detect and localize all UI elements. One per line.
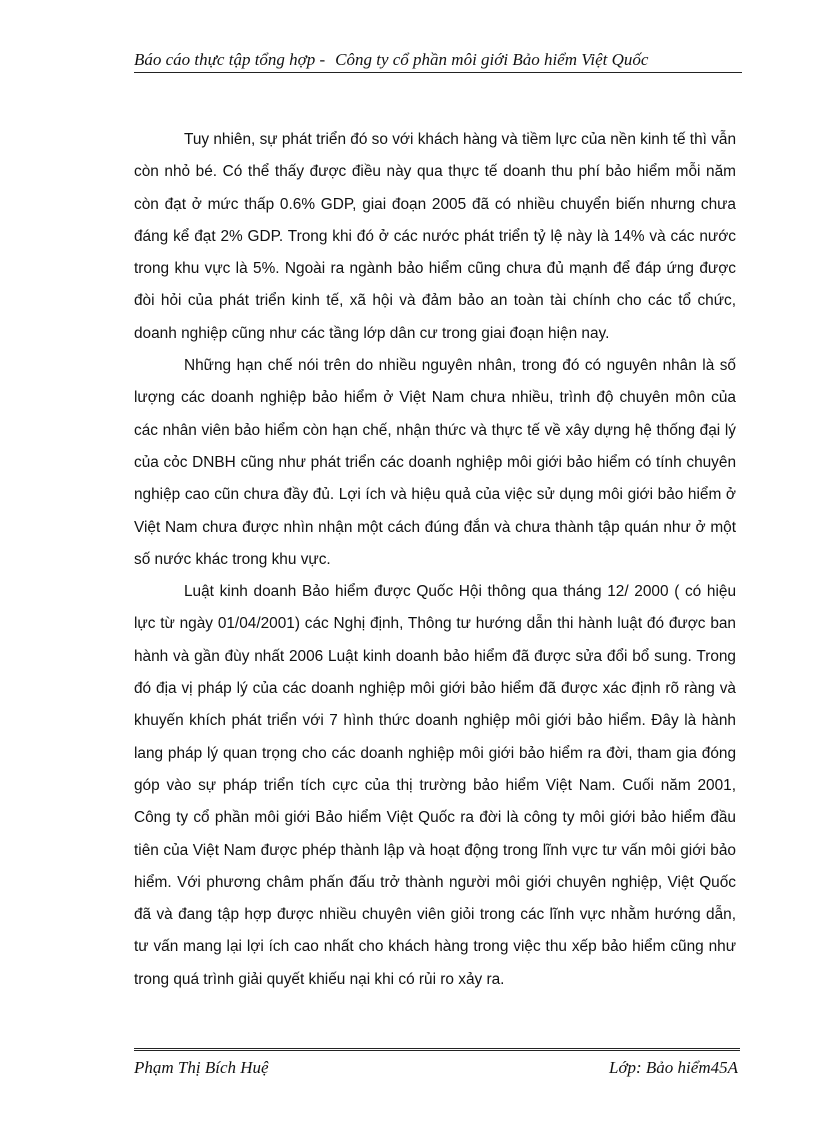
footer-class: Lớp: Bảo hiểm45A [608,1058,738,1077]
page-header [134,48,740,73]
document-body [134,124,736,996]
paragraph: Những hạn chế nói trên do nhiều nguyên nhân, trong đó có nguyên nhân là số lượng các doanh nghiệp bảo hiểm ở Việt Nam chưa nhiều, trình độ chuyên môn của các nhân viên bảo hiểm còn hạn chế, nhận thức và thực tế về xây dựng hệ thống đại lý của cỏc DNBH cũng như phát triển các doanh nghiệp môi giới bảo hiểm có tính chuyên nghiệp cao cũn chưa đầy đủ. Lợi ích và hiệu quả của việc sử dụng môi giới bảo hiểm ở Việt Nam chưa được nhìn nhận một cách đúng đắn và chưa thành tập quán như ở một số nước khác trong khu vực. [134,357,736,568]
footer-author: Phạm Thị Bích Huệ [134,1058,269,1077]
header-report-title: Báo cáo thực tập tổng hợp - [134,50,326,69]
page-footer [134,1048,740,1085]
header-rule [722,72,742,73]
header-company-name: Công ty cổ phần môi giới Bảo hiểm Việt Quốc [335,50,649,69]
paragraph: Luật kinh doanh Bảo hiểm được Quốc Hội thông qua tháng 12/ 2000 ( có hiệu lực từ ngày 01/04/2001) các Nghị định, Thông tư hướng dẫn thi hành luật đó được ban hành và gần đùy nhất 2006 Luật kinh doanh bảo hiểm đã được sửa đổi bổ sung. Trong đó địa vị pháp lý của các doanh nghiệp môi giới bảo hiểm đã được xác định rõ ràng và khuyến khích phát triển với 7 hình thức doanh nghiệp môi giới bảo hiểm. Đây là hành lang pháp lý quan trọng cho các doanh nghiệp môi giới bảo hiểm ra đời, tham gia đóng góp vào sự pháp triển tích cực của thị trường bảo hiểm Việt Nam. Cuối năm 2001, Công ty cổ phần môi giới Bảo hiểm Việt Quốc ra đời là công ty môi giới bảo hiểm đầu tiên của Việt Nam được phép thành lập và hoạt động trong lĩnh vực tư vấn môi giới bảo hiểm. Với phương châm phấn đấu trở thành người môi giới chuyên nghiệp, Việt Quốc đã và đang tập hợp được nhiều chuyên viên giỏi trong các lĩnh vực nhằm hướng dẫn, tư vấn mang lại lợi ích cao nhất cho khách hàng trong việc thu xếp bảo hiểm cũng như trong quá trình giải quyết khiếu nại khi có rủi ro xảy ra. [134,583,736,988]
paragraph: Tuy nhiên, sự phát triển đó so với khách hàng và tiềm lực của nền kinh tế thì vẫn còn nhỏ bé. Có thể thấy được điều này qua thực tế doanh thu phí bảo hiểm mỗi năm còn đạt ở mức thấp 0.6% GDP, giai đoạn 2005 đã có nhiều chuyển biến nhưng chưa đáng kể đạt 2% GDP. Trong khi đó ở các nước phát triển tỷ lệ này là 14% và các nước trong khu vực là 5%. Ngoài ra ngành bảo hiểm cũng chưa đủ mạnh để đáp ứng được đòi hỏi của phát triển kinh tế, xã hội và đảm bảo an toàn tài chính cho các tổ chức, doanh nghiệp cũng như các tầng lớp dân cư trong giai đoạn hiện nay. [134,131,737,342]
